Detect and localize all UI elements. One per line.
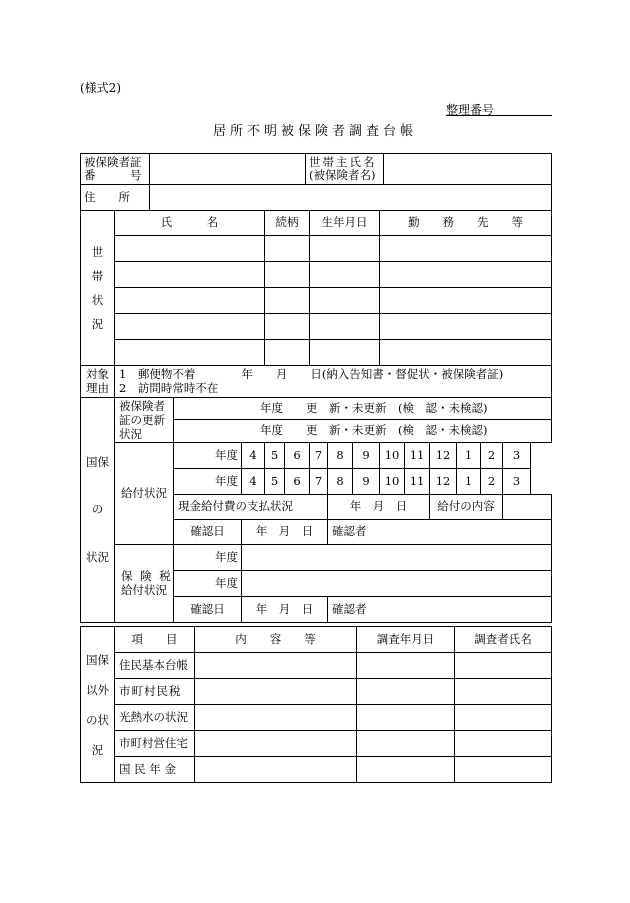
table-row [81,653,552,679]
household-row [81,314,552,340]
renewal-label: 被保険者 証の更新 状況 [115,398,174,443]
household-header-relation: 続柄 [265,211,310,236]
kokuho-section-label: 国保 の 状況 [81,398,115,623]
other-section-label: 国保 以外 の状 況 [81,627,115,783]
month-cell: 11 [405,443,430,469]
month-cell: 2 [481,443,503,469]
household-row [81,340,552,366]
reason-label: 対象 理由 [81,366,115,398]
other-item-label: 光熱水の状況 [115,705,195,731]
reason-content: 1 郵便物不着 年 月 日(納入告知書・督促状・被保険者証) 2 訪問時常時不在 [115,366,552,398]
other-header-investigator: 調査者氏名 [455,627,552,653]
month-cell: 12 [430,443,457,469]
householder-value [384,154,552,185]
household-kokuho-table [80,210,552,623]
household-row [81,262,552,288]
cash-payment-label: 現金給付費の支払状況 [174,495,328,520]
confirm-date-label: 確認日 [174,597,242,623]
other-header-content: 内 容 等 [195,627,357,653]
month-cell: 2 [481,469,503,495]
other-item-label: 国 民 年 金 [115,757,195,783]
address-label: 住 所 [81,185,150,211]
form-number: (様式2) [80,81,121,95]
tax-year-label: 年度 [174,545,242,571]
month-cell: 8 [328,443,353,469]
table-row [81,679,552,705]
month-cell: 3 [503,469,531,495]
month-cell: 4 [242,443,265,469]
tax-year-value [242,571,552,597]
confirm-date-value: 年 月 日 [242,597,328,623]
householder-label: 世帯主氏名 (被保険者名) [306,154,384,185]
tax-benefit-label: 保 険 税 給付状況 [115,545,174,623]
other-item-label: 市町村民税 [115,679,195,705]
other-header-item: 項 目 [115,627,195,653]
household-header-birthdate: 生年月日 [310,211,380,236]
month-cell: 5 [265,469,285,495]
year-label: 年度 [174,469,242,495]
year-label: 年度 [174,443,242,469]
tax-year-label: 年度 [174,571,242,597]
other-item-label: 住民基本台帳 [115,653,195,679]
month-cell: 1 [457,443,481,469]
table-row [81,731,552,757]
renewal-line: 年度 更 新・未更新 (検 認・未検認) [174,398,552,420]
month-cell: 10 [380,443,405,469]
month-cell: 8 [328,469,353,495]
month-cell: 9 [353,469,380,495]
month-cell: 7 [310,469,328,495]
table-row [81,705,552,731]
month-cell: 10 [380,469,405,495]
confirm-date-label: 確認日 [174,520,242,545]
renewal-line: 年度 更 新・未更新 (検 認・未検認) [174,420,552,443]
month-cell: 6 [285,469,310,495]
month-cell: 4 [242,469,265,495]
confirm-date-value: 年 月 日 [242,520,328,545]
household-header-name: 氏 名 [115,211,265,236]
month-cell: 7 [310,443,328,469]
confirmer-label: 確認者 [328,597,552,623]
household-row [81,288,552,314]
month-cell: 12 [430,469,457,495]
other-status-table [80,626,552,783]
insured-number-value [150,154,306,185]
benefit-content-value [503,495,552,520]
month-cell: 11 [405,469,430,495]
cash-payment-date: 年 月 日 [328,495,430,520]
tax-year-value [242,545,552,571]
household-row [81,236,552,262]
household-header-workplace: 勤 務 先 等 [380,211,552,236]
other-item-label: 市町村営住宅 [115,731,195,757]
insured-info-table [80,153,552,211]
month-cell: 6 [285,443,310,469]
month-cell: 5 [265,443,285,469]
reference-number-field [446,99,552,116]
benefit-status-label: 給付状況 [115,443,174,545]
page-title: 居所不明被保険者調査台帳 [212,124,417,139]
insured-number-label: 被保険者証 番 号 [81,154,150,185]
month-cell: 1 [457,469,481,495]
month-cell: 9 [353,443,380,469]
month-cell: 3 [503,443,531,469]
address-value [150,185,552,211]
other-header-date: 調査年月日 [357,627,455,653]
table-row [81,757,552,783]
benefit-content-label: 給付の内容 [430,495,503,520]
household-section-label: 世 帯 状 況 [81,211,115,366]
confirmer-label: 確認者 [328,520,552,545]
reference-number-label: 整理番号 [446,103,495,117]
